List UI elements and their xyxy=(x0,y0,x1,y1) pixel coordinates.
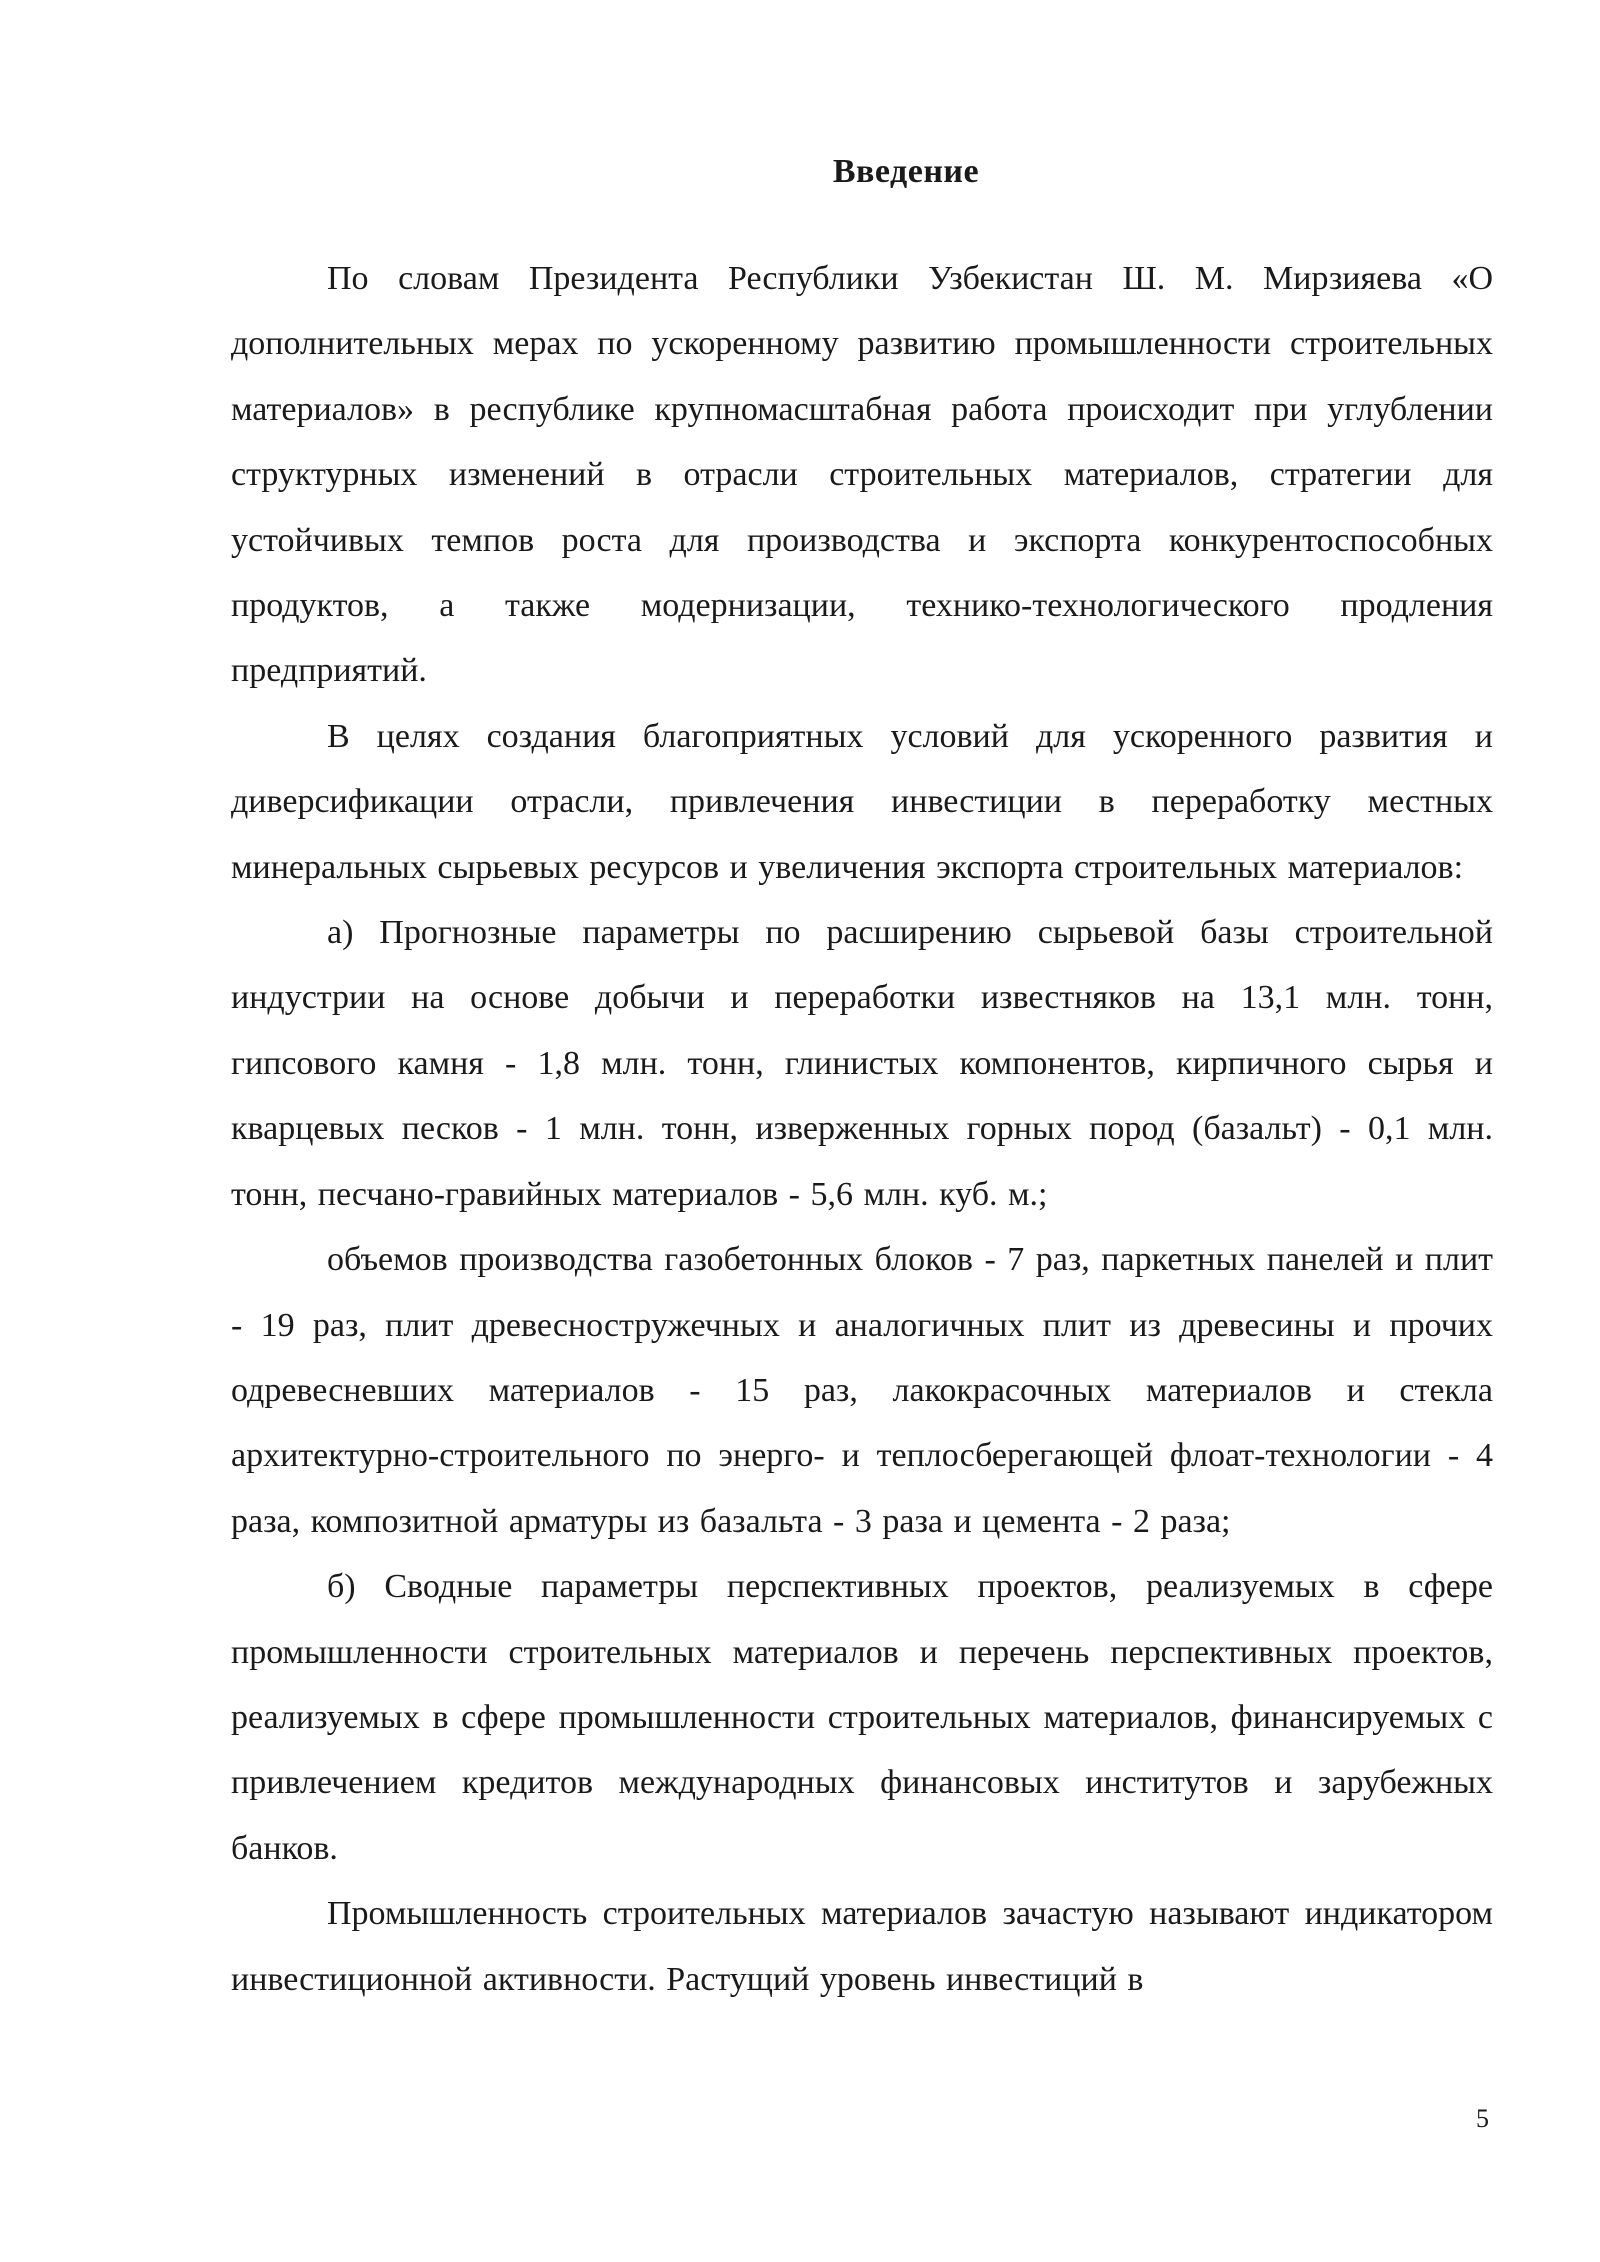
paragraph: объемов производства газобетонных блоков - 7 раз, паркетных панелей и плит - 19 раз, плит древесностружечных и аналогичных плит из древесины и прочих одревесневших материалов - 15 раз, лакокрасочных материалов и стекла архитектурно-строительного по энерго- и теплосберегающей флоат-технологии - 4 раза, композитной арматуры из базальта - 3 раза и цемента - 2 раза; xyxy=(231,1241,1493,1540)
paragraph: б) Сводные параметры перспективных проектов, реализуемых в сфере промышленности строительных материалов и перечень перспективных проектов, реализуемых в сфере промышленности строительных материалов, финансируемых с привлечением кредитов международных финансовых институтов и зарубежных банков. xyxy=(231,1568,1493,1867)
paragraph: По словам Президента Республики Узбекистан Ш. М. Мирзияева «О дополнительных мерах по ускоренному развитию промышленности строительных материалов» в республике крупномасштабная работа происходит при углублении структурных изменений в отрасли строительных материалов, стратегии для устойчивых темпов роста для производства и экспорта конкурентоспособных продуктов, а также модернизации, технико-технологического продления предприятий. xyxy=(231,260,1493,690)
paragraph: а) Прогнозные параметры по расширению сырьевой базы строительной индустрии на основе добычи и переработки известняков на 13,1 млн. тонн, гипсового камня - 1,8 млн. тонн, глинистых компонентов, кирпичного сырья и кварцевых песков - 1 млн. тонн, изверженных горных пород (базальт) - 0,1 млн. тонн, песчано-гравийных материалов - 5,6 млн. куб. м.; xyxy=(231,914,1493,1213)
body-text xyxy=(231,246,1493,2012)
page-title: Введение xyxy=(832,153,980,190)
page-number: 5 xyxy=(1476,2104,1489,2133)
paragraph: В целях создания благоприятных условий для ускоренного развития и диверсификации отрасли, привлечения инвестиции в переработку местных минеральных сырьевых ресурсов и увеличения экспорта строительных материалов: xyxy=(231,717,1493,886)
paragraph: Промышленность строительных материалов зачастую называют индикатором инвестиционной активности. Растущий уровень инвестиций в xyxy=(231,1895,1493,1998)
